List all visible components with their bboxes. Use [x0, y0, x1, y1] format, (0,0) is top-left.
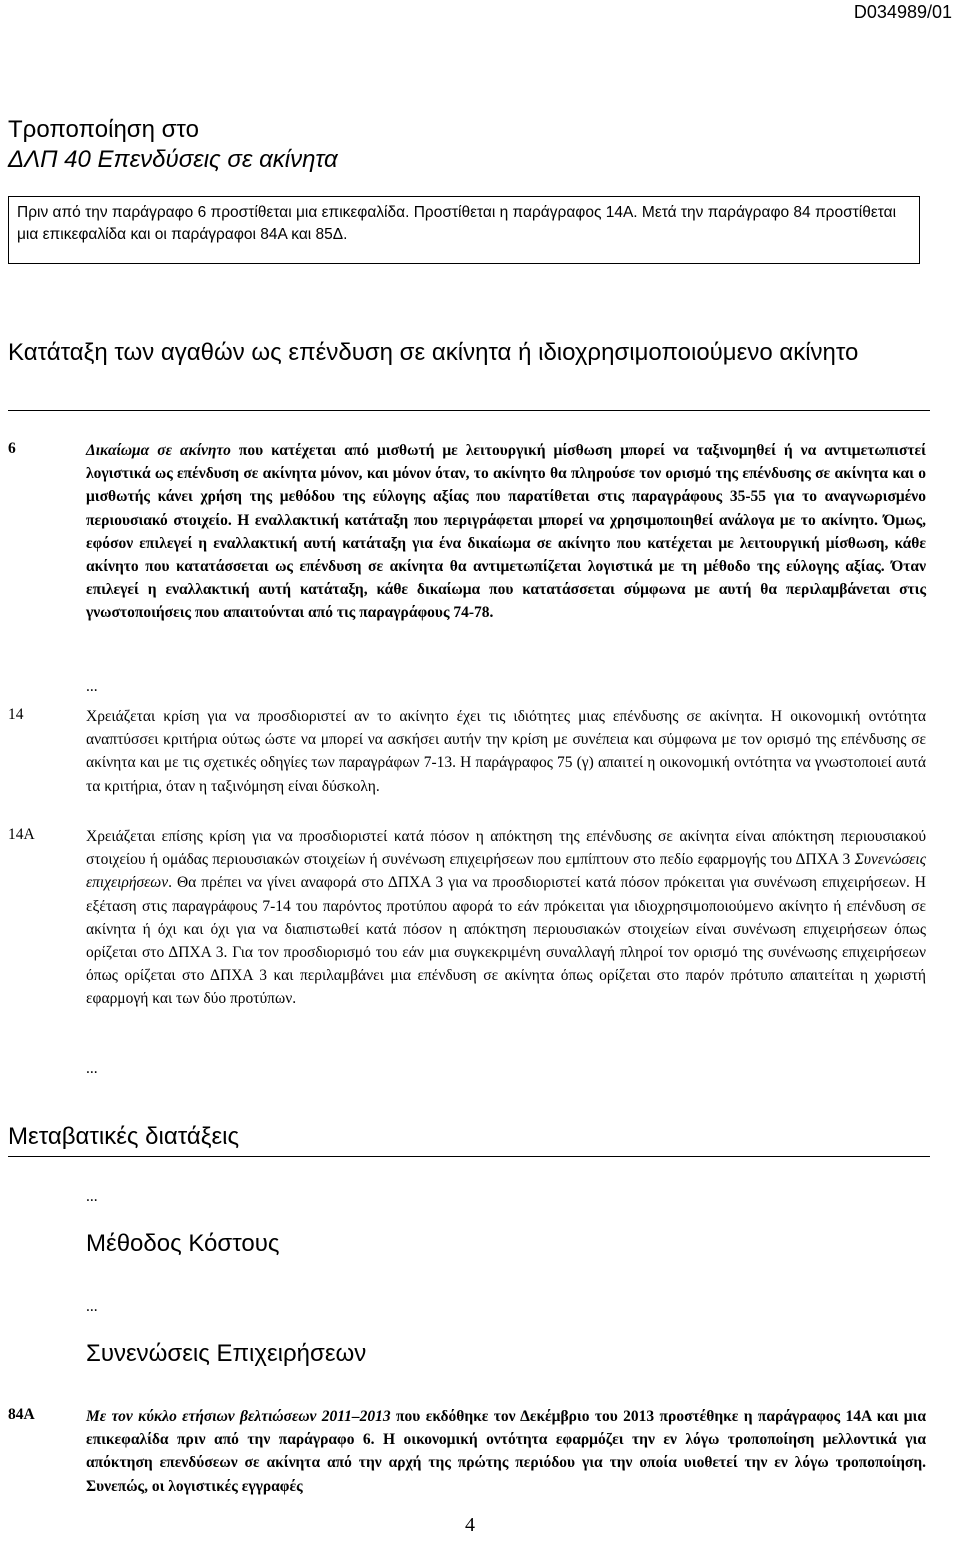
amendment-note-box	[8, 196, 920, 264]
ellipsis: ...	[86, 1298, 98, 1315]
page-number: 4	[465, 1514, 475, 1536]
transitional-heading-rule	[8, 1156, 930, 1157]
business-combinations-heading: Συνενώσεις Επιχειρήσεων	[86, 1340, 367, 1367]
paragraph-number-6: 6	[8, 440, 16, 457]
paragraph-number-84a: 84Α	[8, 1406, 35, 1423]
paragraph-84a-text: που εκδόθηκε τον Δεκέμβριο του 2013 προστέθηκε η παράγραφος 14Α και μια επικεφαλίδα πριν από την παράγραφο 6. Η οικονομική οντότητα εφαρμόζει την εν λόγω τροποποίηση μελλοντικά για απόκτηση επενδύσεων σε ακίνητα από την αρχή της πρώτης περιόδου για την οποία υιοθετεί την εν λόγω τροποποίηση. Συνεπώς, οι λογιστικές εγγραφές	[86, 1408, 926, 1495]
paragraph-84a-lead: Με τον κύκλο ετήσιων βελτιώσεων 2011–2013	[86, 1408, 391, 1425]
paragraph-6	[86, 439, 926, 625]
paragraph-6-lead: Δικαίωμα σε ακίνητο	[86, 442, 231, 459]
standard-title: ΔΛΠ 40 Επενδύσεις σε ακίνητα	[8, 146, 338, 173]
paragraph-84a	[86, 1405, 926, 1498]
ellipsis: ...	[86, 1188, 98, 1205]
ifrs3-reference: Συνενώσεις επιχειρήσεων	[86, 851, 926, 892]
paragraph-number-14: 14	[8, 706, 24, 723]
paragraph-14a-text-after: . Θα πρέπει να γίνει αναφορά στο ΔΠΧΑ 3 για να προσδιοριστεί κατά πόσον πρόκειται για συνένωση επιχειρήσεων. Η εξέταση στις παραγράφους 7-14 του παρόντος προτύπου αφορά το εάν πρόκειται για ιδιοχρησιμοποιούμενο ακίνητο ή επένδυση σε ακίνητα ή όχι και όχι για να διαπιστωθεί κατά πόσον η απόκτηση περιουσιακών στοιχείων είναι συνένωση επιχειρήσεων όπως ορίζεται στο ΔΠΧΑ 3. Για τον προσδιορισμό του εάν μια συγκεκριμένη συναλλαγή πληροί τον ορισμό της συνένωσης επιχειρήσεων όπως ορίζεται στο ΔΠΧΑ 3 και περιλαμβάνει μια επένδυση σε ακίνητα όπως ορίζεται στο παρόν πρότυπο απαιτείται η χωριστή εφαρμογή και των δύο προτύπων.	[86, 874, 926, 1008]
paragraph-number-14a: 14Α	[8, 826, 35, 843]
transitional-provisions-heading: Μεταβατικές διατάξεις	[8, 1123, 240, 1150]
section-heading: Κατάταξη των αγαθών ως επένδυση σε ακίνητα ή ιδιοχρησιμοποιούμενο ακίνητο	[8, 339, 859, 366]
paragraph-6-text: που κατέχεται από μισθωτή με λειτουργική μίσθωση μπορεί να ταξινομηθεί ή να αντιμετωπιστεί λογιστικά ως επένδυση σε ακίνητα μόνον, και μόνον όταν, το ακίνητο θα πληρούσε τον ορισμό της επένδυσης σε ακίνητα και ο μισθωτής κάνει χρήση της μεθόδου της εύλογης αξίας που παρατίθεται στις παραγράφους 35-55 για το αναγνωρισμένο περιουσιακό στοιχείο. Η εναλλακτική κατάταξη που περιγράφεται μπορεί να χρησιμοποιηθεί ανάλογα με το ακίνητο. Όμως, εφόσον επιλεγεί η εναλλακτική αυτή κατάταξη για ένα δικαίωμα σε ακίνητο που κατέχεται με λειτουργική μίσθωση, κάθε ακίνητο που κατατάσσεται ως επένδυση σε ακίνητα θα αντιμετωπίζεται λογιστικά με τη μέθοδο της εύλογης αξίας. Όταν επιλεγεί η εναλλακτική αυτή κατάταξη, κάθε δικαίωμα που κατατάσσεται σύμφωνα με αυτή θα περιλαμβάνεται στις γνωστοποιήσεις που απαιτούνται από τις παραγράφους 74-78.	[86, 442, 926, 622]
amendment-title: Τροποποίηση στο	[8, 116, 199, 143]
ellipsis: ...	[86, 1060, 98, 1077]
paragraph-14: Χρειάζεται κρίση για να προσδιοριστεί αν το ακίνητο έχει τις ιδιότητες μιας επένδυσης σε ακίνητα. Η οικονομική οντότητα αναπτύσσει κριτήρια ούτως ώστε να μπορεί να ασκήσει αυτήν την κρίση με συνέπεια και σύμφωνα με τον ορισμό της επένδυσης σε ακίνητα και με τις σχετικές οδηγίες των παραγράφων 7-13. Η παράγραφος 75 (γ) απαιτεί η οικονομική οντότητα να γνωστοποιεί αυτά τα κριτήρια, όταν η ταξινόμηση είναι δύσκολη.	[86, 708, 926, 795]
cost-method-heading: Μέθοδος Κόστους	[86, 1230, 280, 1257]
paragraph-14a	[86, 825, 926, 1011]
document-id: D034989/01	[853, 2, 952, 22]
amendment-note-text: Πριν από την παράγραφο 6 προστίθεται μια επικεφαλίδα. Προστίθεται η παράγραφος 14Α. Μετά την παράγραφο 84 προστίθεται μια επικεφαλίδα και οι παράγραφοι 84Α και 85Δ.	[17, 204, 897, 243]
section-heading-rule	[8, 410, 930, 411]
paragraph-14a-text-before: Χρειάζεται επίσης κρίση για να προσδιοριστεί κατά πόσον η απόκτηση της επένδυσης σε ακίνητα είναι απόκτηση περιουσιακού στοιχείου ή ομάδας περιουσιακών στοιχείων ή συνένωση επιχειρήσεων που εμπίπτουν στο πεδίο εφαρμογής του ΔΠΧΑ 3	[86, 828, 926, 869]
ellipsis: ...	[86, 678, 98, 695]
